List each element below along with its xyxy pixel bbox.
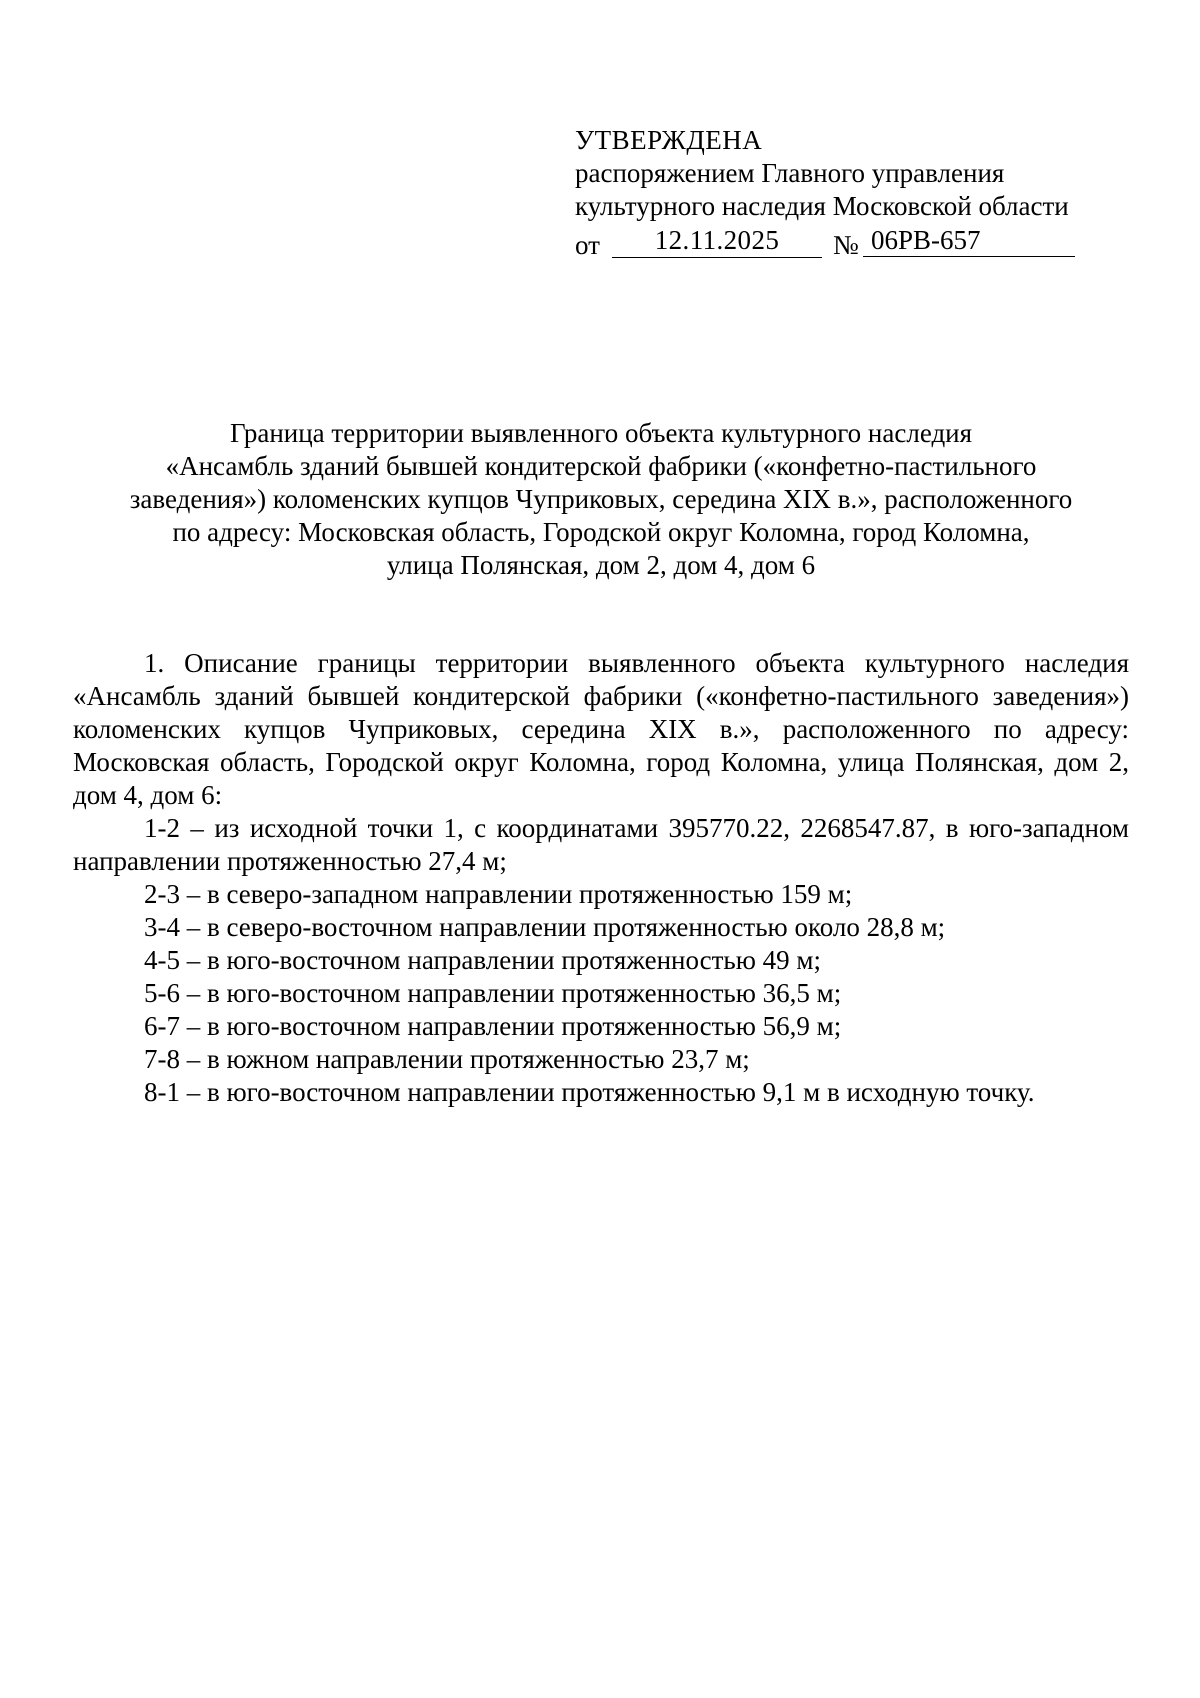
title-line: «Ансамбль зданий бывшей кондитерской фабрики («конфетно-пастильного bbox=[165, 451, 1037, 481]
boundary-description bbox=[73, 647, 1129, 1109]
boundary-segment: 3-4 – в северо-восточном направлении протяженностью около 28,8 м; bbox=[144, 912, 946, 942]
approval-line-1: распоряжением Главного управления bbox=[575, 158, 1005, 188]
boundary-segment: 7-8 – в южном направлении протяженностью 23,7 м; bbox=[144, 1044, 750, 1074]
title-line: заведения») коломенских купцов Чуприковых, середина XIX в.», расположенного bbox=[129, 484, 1073, 514]
boundary-segment: 5-6 – в юго-восточном направлении протяженностью 36,5 м; bbox=[144, 978, 842, 1008]
approval-sign-line bbox=[575, 225, 1115, 261]
title-line: улица Полянская, дом 2, дом 4, дом 6 bbox=[386, 550, 816, 580]
approval-block bbox=[575, 124, 1115, 261]
description-intro: 1. Описание границы территории выявленного объекта культурного наследия «Ансамбль зданий бывшей кондитерской фабрики («конфетно-пастильного заведения») коломенских купцов Чуприковых, середина XIX в.», расположенного по адресу: Московская область, Городской округ Коломна, город Коломна, улица Полянская, дом 2, дом 4, дом 6: bbox=[73, 648, 1129, 810]
title-line: Граница территории выявленного объекта культурного наследия bbox=[229, 418, 973, 448]
boundary-segment: 2-3 – в северо-западном направлении протяженностью 159 м; bbox=[144, 879, 853, 909]
date-label: от bbox=[575, 230, 600, 260]
boundary-segment: 4-5 – в юго-восточном направлении протяженностью 49 м; bbox=[144, 945, 821, 975]
document-title bbox=[73, 417, 1129, 582]
boundary-segment: 6-7 – в юго-восточном направлении протяженностью 56,9 м; bbox=[144, 1011, 842, 1041]
approval-line-2: культурного наследия Московской области bbox=[575, 191, 1069, 221]
approval-date: 12.11.2025 bbox=[612, 225, 822, 258]
approval-number: 06РВ-657 bbox=[863, 225, 1075, 257]
boundary-segment: 1-2 – из исходной точки 1, с координатами 395770.22, 2268547.87, в юго-западном направлении протяженностью 27,4 м; bbox=[73, 813, 1129, 876]
approval-heading: УТВЕРЖДЕНА bbox=[575, 125, 763, 155]
number-label: № bbox=[833, 230, 859, 260]
boundary-segment: 8-1 – в юго-восточном направлении протяженностью 9,1 м в исходную точку. bbox=[144, 1077, 1035, 1107]
title-line: по адресу: Московская область, Городской округ Коломна, город Коломна, bbox=[172, 517, 1030, 547]
